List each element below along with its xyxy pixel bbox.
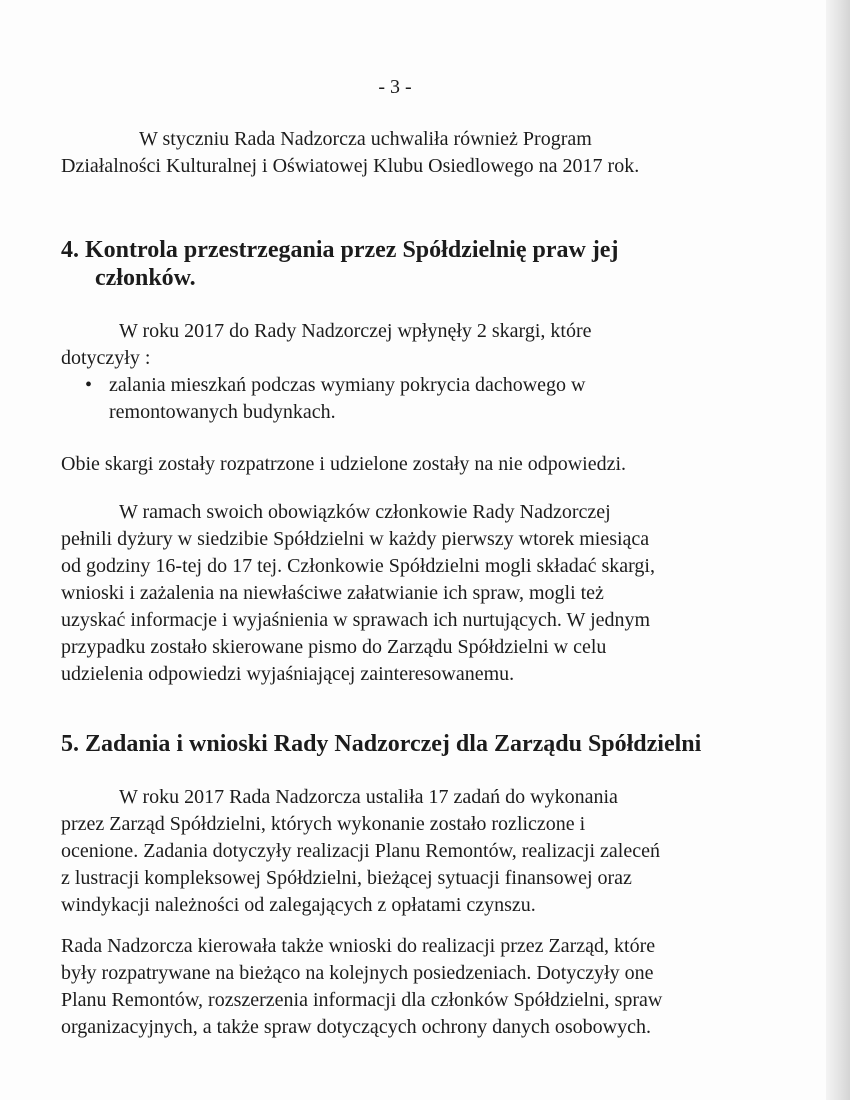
list-item-line: zalania mieszkań podczas wymiany pokrycia dachowego w — [109, 374, 586, 396]
heading-line: 4. Kontrola przestrzegania przez Spółdzielnię praw jej — [61, 237, 619, 263]
list-item — [85, 372, 685, 426]
paragraph-line: wnioski i zażalenia na niewłaściwe załatwianie ich spraw, mogli też — [61, 582, 604, 604]
paragraph-line: W roku 2017 Rada Nadzorcza ustaliła 17 zadań do wykonania — [119, 786, 618, 808]
section-5-paragraph-1 — [61, 784, 741, 919]
heading-line: członków. — [95, 265, 196, 291]
paragraph-line: ocenione. Zadania dotyczyły realizacji Planu Remontów, realizacji zaleceń — [61, 840, 660, 862]
list-item-line: remontowanych budynkach. — [109, 401, 336, 423]
section-5-heading — [61, 730, 701, 758]
section-4-heading — [61, 236, 618, 292]
page-number: - 3 - — [378, 76, 412, 98]
intro-line: W styczniu Rada Nadzorcza uchwaliła również Program — [139, 128, 592, 150]
section-5-paragraph-2 — [61, 933, 741, 1041]
scan-edge-shadow — [826, 0, 850, 1100]
section-4-paragraph-1 — [61, 318, 741, 372]
paragraph-line: windykacji należności od zalegających z opłatami czynszu. — [61, 894, 536, 916]
section-4-paragraph-2 — [61, 451, 741, 478]
paragraph-line: były rozpatrywane na bieżąco na kolejnych posiedzeniach. Dotyczyły one — [61, 962, 654, 984]
paragraph-line: dotyczyły : — [61, 347, 151, 369]
complaints-list — [85, 372, 685, 426]
paragraph-line: uzyskać informacje i wyjaśnienia w sprawach ich nurtujących. W jednym — [61, 609, 651, 631]
paragraph-line: Obie skargi zostały rozpatrzone i udzielone zostały na nie odpowiedzi. — [61, 453, 626, 475]
paragraph-line: organizacyjnych, a także spraw dotyczących ochrony danych osobowych. — [61, 1016, 651, 1038]
paragraph-line: od godziny 16-tej do 17 tej. Członkowie Spółdzielni mogli składać skargi, — [61, 555, 655, 577]
paragraph-line: Rada Nadzorcza kierowała także wnioski do realizacji przez Zarząd, które — [61, 935, 656, 957]
intro-paragraph — [61, 126, 741, 180]
bullet-icon: • — [85, 374, 93, 396]
section-4-paragraph-3 — [61, 499, 741, 688]
heading-line: 5. Zadania i wnioski Rady Nadzorczej dla Zarządu Spółdzielni — [61, 731, 702, 757]
paragraph-line: W ramach swoich obowiązków członkowie Rady Nadzorczej — [119, 501, 611, 523]
paragraph-line: W roku 2017 do Rady Nadzorczej wpłynęły 2 skargi, które — [119, 320, 592, 342]
paragraph-line: pełnili dyżury w siedzibie Spółdzielni w każdy pierwszy wtorek miesiąca — [61, 528, 650, 550]
paragraph-line: z lustracji kompleksowej Spółdzielni, bieżącej sytuacji finansowej oraz — [61, 867, 632, 889]
paragraph-line: Planu Remontów, rozszerzenia informacji dla członków Spółdzielni, spraw — [61, 989, 663, 1011]
paragraph-line: przypadku zostało skierowane pismo do Zarządu Spółdzielni w celu — [61, 636, 607, 658]
paragraph-line: udzielenia odpowiedzi wyjaśniającej zainteresowanemu. — [61, 663, 515, 685]
intro-line: Działalności Kulturalnej i Oświatowej Klubu Osiedlowego na 2017 rok. — [61, 155, 640, 177]
paragraph-line: przez Zarząd Spółdzielni, których wykonanie zostało rozliczone i — [61, 813, 586, 835]
